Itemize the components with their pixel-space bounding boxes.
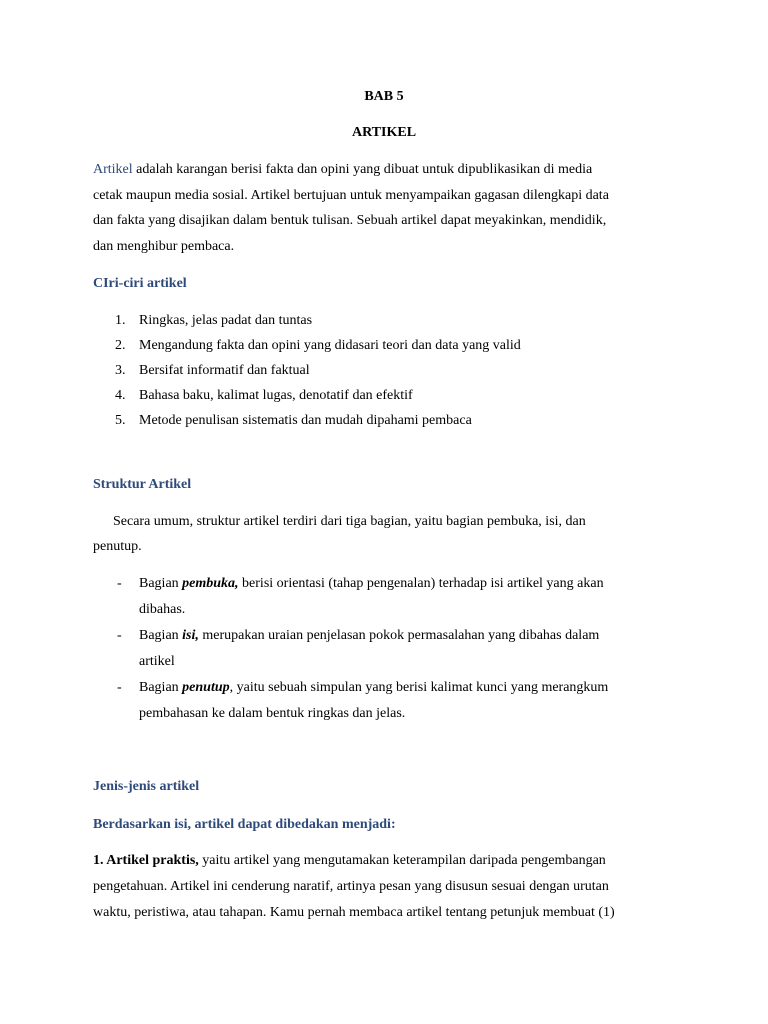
praktis-line-1 xyxy=(93,853,606,869)
intro-line-4: dan menghibur pembaca. xyxy=(93,239,235,254)
bullet-prefix: Bagian xyxy=(139,680,183,695)
bullet-dash: - xyxy=(117,680,122,695)
bullet-line-2: artikel xyxy=(139,654,175,669)
struktur-heading: Struktur Artikel xyxy=(93,477,192,492)
ciri-heading: CIri-ciri artikel xyxy=(93,276,187,291)
intro-text-1: adalah karangan berisi fakta dan opini yang dibuat untuk dipublikasikan di media xyxy=(132,162,593,177)
ciri-item-2 xyxy=(115,338,521,354)
jenis-subheading: Berdasarkan isi, artikel dapat dibedakan menjadi: xyxy=(93,817,396,832)
intro-line-2: cetak maupun media sosial. Artikel bertujuan untuk menyampaikan gagasan dilengkapi data xyxy=(93,188,609,203)
bullet-line-1 xyxy=(139,680,608,696)
ciri-item-text: Bahasa baku, kalimat lugas, denotatif dan efektif xyxy=(139,388,413,403)
ciri-item-number: 4. xyxy=(115,388,126,403)
ciri-item-5 xyxy=(115,413,472,429)
ciri-item-number: 2. xyxy=(115,338,126,353)
praktis-text-1: yaitu artikel yang mengutamakan keterampilan daripada pengembangan xyxy=(198,853,606,868)
bullet-rest: merupakan uraian penjelasan pokok permasalahan yang dibahas dalam xyxy=(198,628,600,643)
bullet-term: isi, xyxy=(182,628,199,643)
bullet-dash: - xyxy=(117,576,122,591)
ciri-item-3 xyxy=(115,363,310,379)
bullet-line-1 xyxy=(139,628,599,644)
bullet-rest: berisi orientasi (tahap pengenalan) terhadap isi artikel yang akan xyxy=(238,576,604,591)
ciri-item-text: Ringkas, jelas padat dan tuntas xyxy=(139,313,313,328)
struktur-intro-line-1: Secara umum, struktur artikel terdiri dari tiga bagian, yaitu bagian pembuka, isi, dan xyxy=(113,514,586,529)
bullet-line-1 xyxy=(139,576,604,592)
ciri-item-4 xyxy=(115,388,413,404)
ciri-item-text: Metode penulisan sistematis dan mudah dipahami pembaca xyxy=(139,413,472,428)
ciri-item-number: 5. xyxy=(115,413,126,428)
bullet-term: penutup xyxy=(182,680,230,695)
ciri-item-number: 3. xyxy=(115,363,126,378)
bullet-dash: - xyxy=(117,628,122,643)
intro-line-3: dan fakta yang disajikan dalam bentuk tulisan. Sebuah artikel dapat meyakinkan, mendidik, xyxy=(93,213,607,228)
bullet-prefix: Bagian xyxy=(139,576,183,591)
bullet-line-2: dibahas. xyxy=(139,602,186,617)
bullet-prefix: Bagian xyxy=(139,628,183,643)
bullet-rest: , yaitu sebuah simpulan yang berisi kalimat kunci yang merangkum xyxy=(229,680,609,695)
struktur-intro-line-2: penutup. xyxy=(93,539,142,554)
praktis-label: 1. Artikel praktis, xyxy=(93,853,199,868)
ciri-item-1 xyxy=(115,313,312,329)
intro-term: Artikel xyxy=(93,162,133,177)
bullet-line-2: pembahasan ke dalam bentuk ringkas dan jelas. xyxy=(139,706,406,721)
ciri-item-text: Mengandung fakta dan opini yang didasari teori dan data yang valid xyxy=(139,338,521,353)
bullet-term: pembuka, xyxy=(182,576,239,591)
praktis-line-2: pengetahuan. Artikel ini cenderung naratif, artinya pesan yang disusun sesuai dengan urutan xyxy=(93,879,609,894)
praktis-line-3: waktu, peristiwa, atau tahapan. Kamu pernah membaca artikel tentang petunjuk membuat (1) xyxy=(93,905,615,920)
intro-line-1 xyxy=(93,162,592,178)
ciri-item-number: 1. xyxy=(115,313,126,328)
ciri-item-text: Bersifat informatif dan faktual xyxy=(139,363,310,378)
document-title: ARTIKEL xyxy=(351,125,417,140)
chapter-label: BAB 5 xyxy=(364,89,404,104)
jenis-heading: Jenis-jenis artikel xyxy=(93,779,200,794)
